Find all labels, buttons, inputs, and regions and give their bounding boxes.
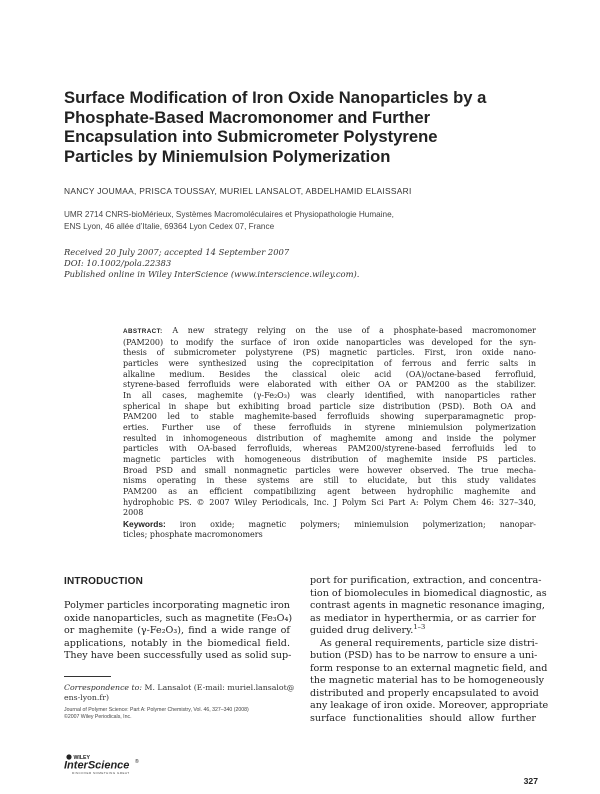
title-line: Surface Modification of Iron Oxide Nanoparticles by a <box>64 88 487 107</box>
keywords-line: Keywords: iron oxide; magnetic polymers; miniemulsion polymerization; nanopar- <box>123 518 536 529</box>
body-line: port for purification, extraction, and concentra- <box>310 575 542 586</box>
body-line: contrast agents in magnetic resonance imaging, <box>310 600 545 611</box>
publication-history <box>64 247 544 280</box>
footnote-email-cont[interactable]: ens-lyon.fr) <box>64 693 110 702</box>
article-title <box>64 88 544 166</box>
body-line: They have been successfully used as solid sup- <box>64 650 292 661</box>
copyright-line: ©2007 Wiley Periodicals, Inc. <box>64 714 132 720</box>
abstract-line: nisms operating in these systems are still to elucidate, but this study validates <box>123 476 536 486</box>
body-line: applications, notably in the biomedical field. <box>64 637 290 649</box>
title-line: Encapsulation into Submicrometer Polystyrene <box>64 127 438 146</box>
body-line: form response to an external magnetic field, and <box>310 662 548 674</box>
body-line: bution (PSD) has to be narrow to ensure a uni- <box>310 650 538 661</box>
body-line: As general requirements, particle size distri- <box>320 637 538 649</box>
body-line: distributed and properly encapsulated to avoid <box>310 687 539 699</box>
title-line: Phosphate-Based Macromonomer and Further <box>64 107 431 127</box>
svg-text:InterScience: InterScience <box>64 759 130 772</box>
abstract-line: ABSTRACT: A new strategy relying on the use of a phosphate-based macromonomer <box>123 326 536 335</box>
reference-superscript[interactable]: 1–3 <box>413 622 426 631</box>
abstract-line: PAM200 led to stable maghemite-based ferrofluids showing superparamagnetic prop- <box>123 412 536 422</box>
journal-line: Journal of Polymer Science: Part A: Polymer Chemistry, Vol. 46, 327–340 (2008) <box>64 707 249 713</box>
abstract-line: particles with OA-based ferrofluids, whereas PAM200/styrene-based ferrofluids led to <box>123 444 536 454</box>
svg-text:DISCOVER SOMETHING GREAT: DISCOVER SOMETHING GREAT <box>72 771 130 775</box>
body-column-left <box>64 600 293 663</box>
body-line: guided drug delivery.$^{1-3}$ <box>310 622 426 636</box>
affiliation-line: ENS Lyon, 46 allée d’Italie, 69364 Lyon Cedex 07, France <box>64 222 275 231</box>
footnote-divider <box>64 676 111 677</box>
abstract-line: 2008 <box>123 508 144 518</box>
body-line: tion of biomolecules in biomedical diagnostic, as <box>310 587 547 599</box>
author-list: NANCY JOUMAA, PRISCA TOUSSAY, MURIEL LANSALOT, ABDELHAMID ELAISSARI <box>64 186 412 196</box>
abstract-line: In all cases, maghemite (γ-Fe₂O₃) was clearly identified, with nanoparticles rather <box>123 390 536 400</box>
body-column-right <box>310 575 549 725</box>
received-date: Received 20 July 2007; accepted 14 September 2007 <box>64 247 290 257</box>
journal-citation <box>64 707 314 721</box>
abstract-line: hydrophobic PS. © 2007 Wiley Periodicals, Inc. J Polym Sci Part A: Polym Chem 46: 327–340, <box>123 497 536 507</box>
body-line: surface functionalities should allow further <box>310 712 536 724</box>
section-heading: INTRODUCTION <box>64 576 144 587</box>
page-number: 327 <box>523 776 538 786</box>
abstract-line: Broad PSD and small nonmagnetic particles were however observed. The true mecha- <box>123 465 536 475</box>
svg-text:WILEY: WILEY <box>73 755 90 761</box>
body-line: as mediator in hyperthermia, or as carrier for <box>310 612 536 624</box>
body-line: the magnetic material has to be homogeneously <box>310 675 545 686</box>
body-line: or maghemite (γ-Fe₂O₃), find a wide range of <box>64 625 290 636</box>
body-line: Polymer particles incorporating magnetic iron <box>64 600 290 611</box>
footnote-label: Correspondence to: <box>64 683 142 692</box>
svg-text:®: ® <box>135 759 139 765</box>
abstract <box>123 326 536 541</box>
abstract-line: particles were synthesized using the coprecipitation of ferrous and ferric salts in <box>123 358 536 368</box>
keywords-label: Keywords: <box>123 518 166 529</box>
body-line: oxide nanoparticles, such as magnetite (Fe₃O₄) <box>64 612 293 624</box>
abstract-label: ABSTRACT: <box>123 328 163 335</box>
published-online: Published online in Wiley InterScience (www.interscience.wiley.com). <box>64 269 360 279</box>
keywords-line: ticles; phosphate macromonomers <box>123 530 263 540</box>
abstract-line: (PAM200) to modify the surface of iron oxide nanoparticles was developed for the syn- <box>123 337 536 347</box>
abstract-line: styrene-based ferrofluids were elaborated with either OA or PAM200 as the stabilizer. <box>123 380 536 390</box>
abstract-line: resulted in inhomogeneous distribution of maghemite among and inside the polymer <box>123 433 536 443</box>
body-line: any leakage of iron oxide. Moreover, appropriate <box>310 700 549 711</box>
affiliation-line: UMR 2714 CNRS-bioMérieux, Systèmes Macromoléculaires et Physiopathologie Humaine, <box>64 210 394 219</box>
abstract-line: thesis of submicrometer polystyrene (PS) magnetic particles. First, iron oxide nano- <box>123 348 536 358</box>
affiliation <box>64 209 504 233</box>
footnote-email[interactable]: M. Lansalot (E-mail: muriel.lansalot@ <box>141 683 295 692</box>
abstract-line: spherical in shape but exhibiting broad particle size distribution (PSD). Both OA and <box>123 401 536 411</box>
title-line: Particles by Miniemulsion Polymerization <box>64 146 391 166</box>
doi: DOI: 10.1002/pola.22383 <box>64 258 172 268</box>
interscience-logo-icon <box>64 753 184 775</box>
abstract-line: alkaline medium. Besides the classical oleic acid (OA)/octane-based ferrofluid, <box>123 369 536 379</box>
correspondence-footnote <box>64 683 295 703</box>
abstract-line: erties. Further use of these ferrofluids in styrene miniemulsion polymerization <box>123 422 536 432</box>
abstract-line: PAM200 as an efficient compatibilizing agent between hydrophilic maghemite and <box>123 486 536 496</box>
abstract-line: magnetic particles with homogeneous distribution of maghemite inside PS particles. <box>123 454 536 464</box>
wiley-interscience-logo <box>64 753 184 775</box>
